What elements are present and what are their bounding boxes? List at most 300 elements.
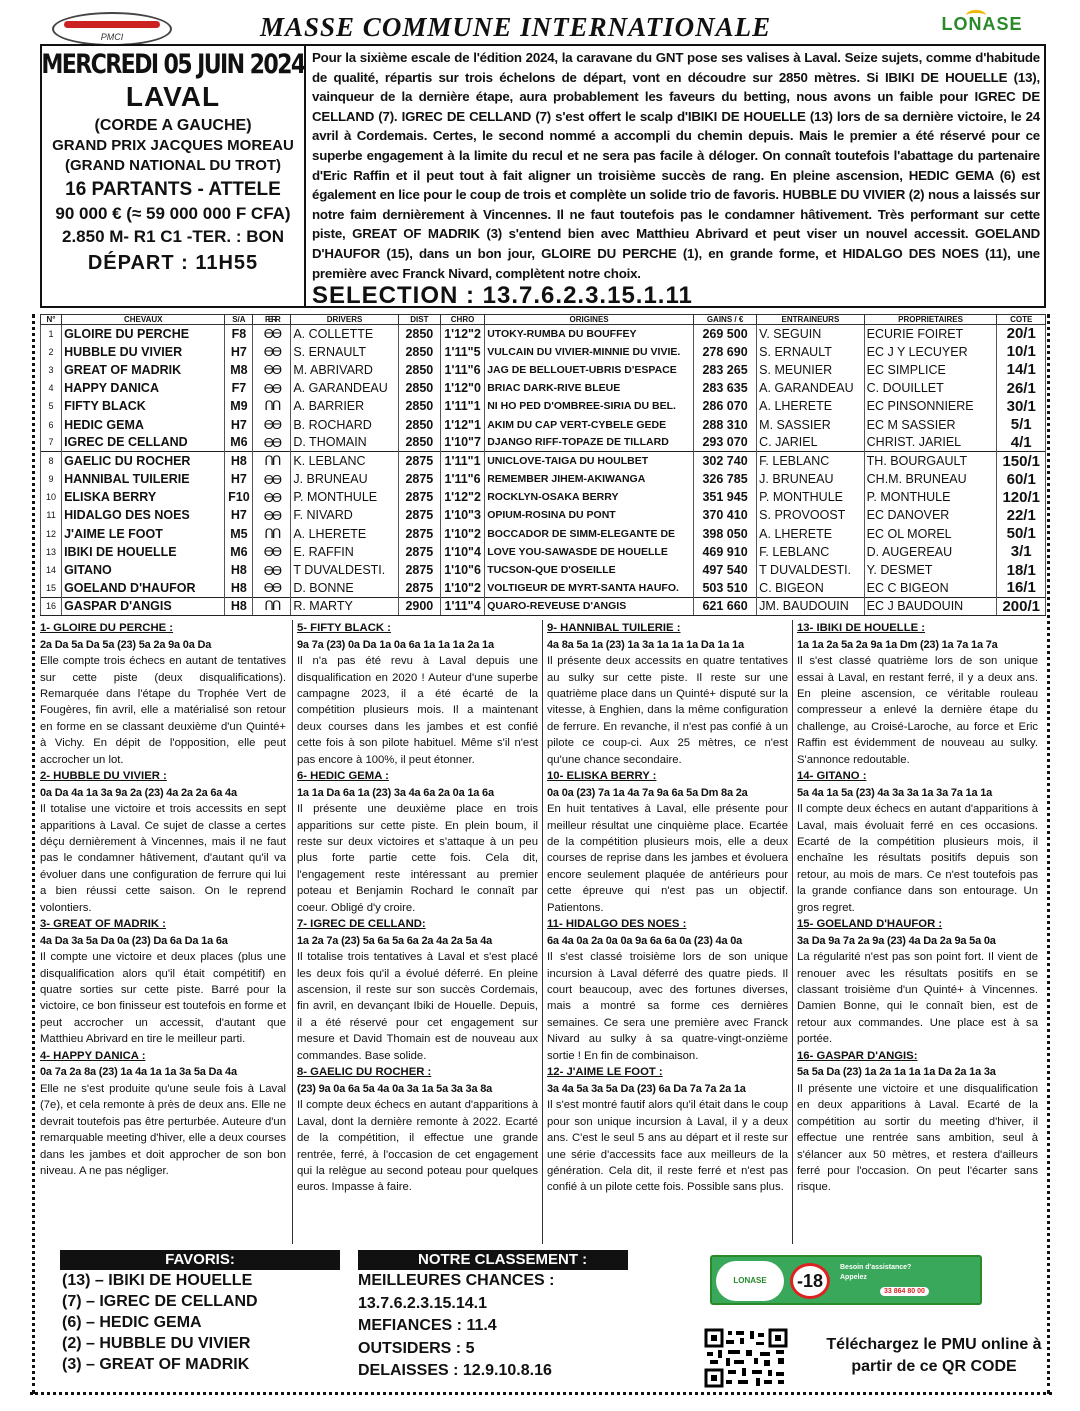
col-header: ENTRAINEURS xyxy=(757,315,864,325)
trainer: C. BIGEON xyxy=(757,579,864,597)
horse-comment-title: 2- HUBBLE DU VIVIER : xyxy=(40,770,167,783)
chrono: 1'12"0 xyxy=(440,379,484,397)
horse-name: FIFTY BLACK xyxy=(62,397,225,415)
origins: BOCCADOR DE SIMM-ELEGANTE DE xyxy=(485,525,694,543)
page-title: MASSE COMMUNE INTERNATIONALE xyxy=(260,12,772,42)
origins: REMEMBER JIHEM-AKIWANGA xyxy=(485,470,694,488)
owner: ECURIE FOIRET xyxy=(864,325,997,343)
driver: E. RAFFIN xyxy=(291,543,398,561)
horse-comment-text: Elle compte trois échecs en autant de tentatives sur cette piste (deux disqualifications). Remarquée dans l'étape du Trophée Vert de Fougères, fin avril, elle a matérialisé son retour en forme en se classant deuxième d'un Quinté+ à Vichy. En dépit de l'opposition, elle peut accrocher un lot. xyxy=(40,655,286,766)
responsible-gaming-banner xyxy=(710,1255,982,1305)
horse-comment-title: 14- GITANO : xyxy=(797,770,867,783)
favori-item: (3) – GREAT OF MADRIK xyxy=(62,1356,250,1373)
odds: 18/1 xyxy=(997,561,1046,579)
driver: M. ABRIVARD xyxy=(291,361,398,379)
driver: T DUVALDESTI. xyxy=(291,561,398,579)
odds: 200/1 xyxy=(997,597,1046,615)
ferrure: ƟƟ xyxy=(253,343,291,361)
distance: 2850 xyxy=(398,397,440,415)
distance: 2875 xyxy=(398,525,440,543)
chrono: 1'11"4 xyxy=(440,597,484,615)
horse-performances: (23) 9a 0a 6a 5a 4a 0a 3a 1a 5a 3a 3a 8a xyxy=(297,1082,493,1095)
horse-comment-title: 5- FIFTY BLACK : xyxy=(297,622,391,634)
distance: 2900 xyxy=(398,597,440,615)
table-row xyxy=(41,597,1046,615)
table-row xyxy=(41,525,1046,543)
horse-name: GLOIRE DU PERCHE xyxy=(62,325,225,343)
driver: J. BRUNEAU xyxy=(291,470,398,488)
gains: 278 690 xyxy=(693,343,756,361)
horse-comment-title: 16- GASPAR D'ANGIS: xyxy=(797,1049,918,1062)
owner: P. MONTHULE xyxy=(864,488,997,506)
distance: 2850 xyxy=(398,415,440,433)
table-row xyxy=(41,561,1046,579)
odds: 150/1 xyxy=(997,452,1046,470)
horse-name: ELISKA BERRY xyxy=(62,488,225,506)
gains: 503 510 xyxy=(693,579,756,597)
ferrure: ƟƟ xyxy=(253,434,291,452)
race-depart: DÉPART : 11H55 xyxy=(87,252,259,274)
col-header: N° xyxy=(41,315,62,325)
sex-age: H8 xyxy=(225,597,253,615)
race-distance: 2.850 M- R1 C1 -TER. : BON xyxy=(62,227,284,246)
horse-performances: 2a Da 5a Da 5a (23) 5a 2a 9a 0a Da xyxy=(40,638,212,651)
runner-number: 16 xyxy=(41,597,62,615)
runner-number: 11 xyxy=(41,506,62,524)
sex-age: M6 xyxy=(225,434,253,452)
odds: 26/1 xyxy=(997,379,1046,397)
chrono: 1'11"1 xyxy=(440,397,484,415)
trainer: S. MEUNIER xyxy=(757,361,864,379)
gains: 398 050 xyxy=(693,525,756,543)
col-header: FERR xyxy=(253,315,291,325)
favoris-title: FAVORIS: xyxy=(60,1250,340,1270)
origins: DJANGO RIFF-TOPAZE DE TILLARD xyxy=(485,434,694,452)
col-header: DRIVERS xyxy=(291,315,398,325)
gains: 621 660 xyxy=(693,597,756,615)
distance: 2875 xyxy=(398,543,440,561)
horse-comment-title: 4- HAPPY DANICA : xyxy=(40,1049,146,1062)
horse-comment-text: Il présente deux accessits en quatre tentatives au sulky sur cette piste. Il reste sur une quatrième place dans un Quinté+ disputé sur la vitesse, à Enghien, dans la même configuration de ferrure. En revanche, il n'est pas confié à un pilote ce coup-ci. Aux 25 mètres, ce n'est qu'une chance secondaire. xyxy=(547,655,788,766)
odds: 120/1 xyxy=(997,488,1046,506)
owner: EC J BAUDOUIN xyxy=(864,597,997,615)
runners-table xyxy=(40,314,1046,616)
distance: 2875 xyxy=(398,506,440,524)
gains: 283 265 xyxy=(693,361,756,379)
horse-comments xyxy=(40,620,1046,1244)
horse-performances: 3a 4a 5a 3a 5a Da (23) 6a Da 7a 7a 2a 1a xyxy=(547,1082,746,1095)
origins: BRIAC DARK-RIVE BLEUE xyxy=(485,379,694,397)
ferrure: ƟƟ xyxy=(253,470,291,488)
intro-box xyxy=(40,44,1046,308)
odds: 50/1 xyxy=(997,525,1046,543)
horse-comment-title: 1- GLOIRE DU PERCHE : xyxy=(40,622,174,634)
distance: 2850 xyxy=(398,325,440,343)
odds: 14/1 xyxy=(997,361,1046,379)
gains: 326 785 xyxy=(693,470,756,488)
odds: 60/1 xyxy=(997,470,1046,488)
horse-name: GASPAR D'ANGIS xyxy=(62,597,225,615)
horse-comment-text: La régularité n'est pas son point fort. Il vient de renouer avec les résultats positifs en se classant troisième d'un Quinté+ à Vincennes. Damien Bonne, qui le connaît bien, est de retour aux commandes. Une place est à sa portée. xyxy=(797,951,1038,1046)
trainer: J. BRUNEAU xyxy=(757,470,864,488)
sex-age: H7 xyxy=(225,343,253,361)
chrono: 1'12"2 xyxy=(440,325,484,343)
chrono: 1'10"4 xyxy=(440,543,484,561)
ferrure: ƟƟ xyxy=(253,361,291,379)
runner-number: 10 xyxy=(41,488,62,506)
horse-performances: 1a 1a 2a 5a 2a 9a 1a Dm (23) 1a 7a 1a 7a xyxy=(797,638,998,651)
lonase-logo xyxy=(922,8,1042,46)
race-date: MERCREDI 05 JUIN 2024 xyxy=(41,49,305,80)
sex-age: H7 xyxy=(225,470,253,488)
distance: 2850 xyxy=(398,343,440,361)
header xyxy=(30,8,1052,44)
origins: JAG DE BELLOUET-UBRIS D'ESPACE xyxy=(485,361,694,379)
comments-column-1 xyxy=(40,620,286,1244)
horse-name: GREAT OF MADRIK xyxy=(62,361,225,379)
distance: 2850 xyxy=(398,379,440,397)
trainer: S. ERNAULT xyxy=(757,343,864,361)
qr-download-text: Téléchargez le PMU online à partir de ce QR CODE xyxy=(826,1336,1042,1375)
horse-comment-title: 9- HANNIBAL TUILERIE : xyxy=(547,622,681,634)
owner: EC DANOVER xyxy=(864,506,997,524)
owner: C. DOUILLET xyxy=(864,379,997,397)
table-row xyxy=(41,325,1046,343)
sex-age: H7 xyxy=(225,415,253,433)
runner-number: 13 xyxy=(41,543,62,561)
origins: QUARO-REVEUSE D'ANGIS xyxy=(485,597,694,615)
horse-name: IBIKI DE HOUELLE xyxy=(62,543,225,561)
horse-comment-text: Il compte deux échecs en autant d'apparitions à Laval, mais évoluait ferré en ces occasions. Ecarté de la compétition plusieurs mois, il enchaîne les résultats positifs depuis son retour, au mois de mars. Ce n'est toutefois pas la grande confiance dans son entourage. Un gros regret. xyxy=(797,803,1038,914)
table-row xyxy=(41,415,1046,433)
table-row xyxy=(41,343,1046,361)
runner-number: 4 xyxy=(41,379,62,397)
table-row xyxy=(41,379,1046,397)
race-name: GRAND PRIX JACQUES MOREAU (GRAND NATIONAL DU TROT) xyxy=(52,137,294,174)
table-header-row xyxy=(41,315,1046,325)
horse-name: IGREC DE CELLAND xyxy=(62,434,225,452)
help-text: Besoin d'assistance? Appelez xyxy=(840,1264,912,1281)
owner: Y. DESMET xyxy=(864,561,997,579)
sex-age: M9 xyxy=(225,397,253,415)
banner-logo: LONASE xyxy=(716,1261,784,1301)
col-header: DIST xyxy=(398,315,440,325)
horse-name: HUBBLE DU VIVIER xyxy=(62,343,225,361)
horse-comment-text: Il présente une deuxième place en trois apparitions sur cette piste. En plein boum, il reste sur deux victoires et s'attaque à un peu plus forte partie cette fois. Cela dit, l'engagement reste intéressant au premier poteau et Benjamin Rochard le connaît par coeur. Obligé d'y croire. xyxy=(297,803,538,914)
table-row xyxy=(41,579,1046,597)
owner: EC C BIGEON xyxy=(864,579,997,597)
driver: D. THOMAIN xyxy=(291,434,398,452)
origins: OPIUM-ROSINA DU PONT xyxy=(485,506,694,524)
classement-title: NOTRE CLASSEMENT : xyxy=(358,1250,628,1270)
race-partants: 16 PARTANTS - ATTELE xyxy=(65,179,281,200)
horse-performances: 5a 4a 1a 5a (23) 4a 3a 3a 1a 3a 7a 1a 1a xyxy=(797,786,993,799)
gains: 469 910 xyxy=(693,543,756,561)
horse-comment-text: Il n'a pas été revu à Laval depuis une disqualification en 2020 ! Auteur d'une superbe campagne 2023, il a été écarté de la compétition plusieurs mois. Il a maintenant deux courses dans les jambes et est confié cette fois à son pilote habituel. Même s'il n'est pas encore à 100%, il peut étonner. xyxy=(297,655,538,766)
trainer: F. LEBLANC xyxy=(757,452,864,470)
table-row xyxy=(41,488,1046,506)
sex-age: F10 xyxy=(225,488,253,506)
comments-column-3 xyxy=(542,620,788,1244)
odds: 3/1 xyxy=(997,543,1046,561)
odds: 20/1 xyxy=(997,325,1046,343)
odds: 10/1 xyxy=(997,343,1046,361)
ferrure: ƟƟ xyxy=(253,506,291,524)
odds: 30/1 xyxy=(997,397,1046,415)
horse-performances: 9a 7a (23) 0a Da 1a 0a 6a 1a 1a 1a 2a 1a xyxy=(297,638,494,651)
sex-age: H7 xyxy=(225,506,253,524)
horse-performances: 0a 0a (23) 7a 1a 4a 7a 9a 6a 5a Dm 8a 2a xyxy=(547,786,748,799)
origins: LOVE YOU-SAWASDE DE HOUELLE xyxy=(485,543,694,561)
table-row xyxy=(41,506,1046,524)
origins: NI HO PED D'OMBREE-SIRIA DU BEL. xyxy=(485,397,694,415)
age-restriction-icon: -18 xyxy=(790,1263,830,1299)
runner-number: 5 xyxy=(41,397,62,415)
runner-number: 9 xyxy=(41,470,62,488)
driver: K. LEBLANC xyxy=(291,452,398,470)
horse-comment-text: Il présente une victoire et une disqualification en deux apparitions à Laval. Ecarté de la compétition au sortir du meeting d'hiver, il effectue une rentrée sans ambition, seul à s'élancer aux 50 mètres, et restera d'ailleurs ferré pour l'occasion. On peut l'écarter sans risque. xyxy=(797,1082,1038,1194)
gains: 269 500 xyxy=(693,325,756,343)
horse-comment-title: 7- IGREC DE CELLAND: xyxy=(297,918,426,931)
sex-age: M6 xyxy=(225,543,253,561)
runner-number: 2 xyxy=(41,343,62,361)
origins: AKIM DU CAP VERT-CYBELE GEDE xyxy=(485,415,694,433)
gains: 286 070 xyxy=(693,397,756,415)
trainer: A. LHERETE xyxy=(757,525,864,543)
ferrure: ƟƟ xyxy=(253,579,291,597)
ferrure: ƟƟ xyxy=(253,325,291,343)
owner: EC M SASSIER xyxy=(864,415,997,433)
race-preview xyxy=(312,48,1040,310)
runner-number: 14 xyxy=(41,561,62,579)
horse-comment-text: En huit tentatives à Laval, elle présente pour meilleur résultat une cinquième place. Ecartée de la compétition plusieurs mois, elle a deux courses de reprise dans les jambes et évoluera encore seulement plaquée de antérieurs pour cette épreuve qui n'est pas un objectif. Patientons. xyxy=(547,803,788,914)
horse-performances: 3a Da 9a 7a 2a 9a (23) 4a Da 2a 9a 5a 0a xyxy=(797,934,996,947)
horse-name: HANNIBAL TUILERIE xyxy=(62,470,225,488)
horse-comment-title: 13- IBIKI DE HOUELLE : xyxy=(797,622,926,634)
ferrure: ƟƟ xyxy=(253,415,291,433)
distance: 2875 xyxy=(398,579,440,597)
distance: 2850 xyxy=(398,434,440,452)
horse-comment-text: Il s'est classé quatrième lors de son unique essai à Laval, en restant ferré, il y a deux ans. En pleine ascension, ce véritable rouleau compresseur a enlevé la dernière étape du challenge, au Croisé-Laroche, au force et Eric Raffin est évidemment de nouveau au sulky. S'annonce redoutable. xyxy=(797,655,1038,766)
race-info xyxy=(42,46,306,306)
col-header: COTE xyxy=(997,315,1046,325)
table-row xyxy=(41,543,1046,561)
runner-number: 7 xyxy=(41,434,62,452)
outsiders: OUTSIDERS : 5 xyxy=(358,1339,475,1357)
odds: 16/1 xyxy=(997,579,1046,597)
chrono: 1'10"6 xyxy=(440,561,484,579)
trainer: M. SASSIER xyxy=(757,415,864,433)
sex-age: F8 xyxy=(225,325,253,343)
sex-age: M5 xyxy=(225,525,253,543)
ferrure: ՈՈ xyxy=(253,397,291,415)
distance: 2850 xyxy=(398,361,440,379)
trainer: P. MONTHULE xyxy=(757,488,864,506)
chrono: 1'11"1 xyxy=(440,452,484,470)
horse-comment-title: 3- GREAT OF MADRIK : xyxy=(40,918,166,931)
favori-item: (13) – IBIKI DE HOUELLE xyxy=(62,1272,253,1289)
race-corde: (CORDE A GAUCHE) xyxy=(94,117,252,134)
horse-name: HAPPY DANICA xyxy=(62,379,225,397)
table-row xyxy=(41,470,1046,488)
driver: A. GARANDEAU xyxy=(291,379,398,397)
ferrure: ՈՈ xyxy=(253,525,291,543)
horse-performances: 0a Da 4a 1a 3a 9a 2a (23) 4a 2a 2a 6a 4a xyxy=(40,786,237,799)
trainer: S. PROVOOST xyxy=(757,506,864,524)
horse-name: GITANO xyxy=(62,561,225,579)
origins: UNICLOVE-TAIGA DU HOULBET xyxy=(485,452,694,470)
help-phone: 33 864 80 00 xyxy=(880,1287,929,1296)
horse-name: GAELIC DU ROCHER xyxy=(62,452,225,470)
horse-comment-text: Il totalise une victoire et trois accessits en sept apparitions à Laval. Ce sujet de classe a certes déçu dernièrement à Vincennes, mais il ne faut pas le condamner hâtivement, d'autant qu'il va évoluer dans une configuration de ferrure qui lui a bien réussi cette saison. On le reprend volontiers. xyxy=(40,803,286,914)
sex-age: M8 xyxy=(225,361,253,379)
horse-comment-text: Il compte deux échecs en autant d'apparitions à Laval, dont la dernière remonte à 2022. Ecarté de la compétition, il effectue une grande rentrée, ferré, à l'occasion de cet engagement qui la relègue au second poteau pour quelques euros. Impasse à faire. xyxy=(297,1099,538,1194)
origins: VULCAIN DU VIVIER-MINNIE DU VIVIE. xyxy=(485,343,694,361)
distance: 2875 xyxy=(398,470,440,488)
runner-number: 1 xyxy=(41,325,62,343)
runner-number: 8 xyxy=(41,452,62,470)
dotted-border-bottom xyxy=(30,1392,1052,1395)
owner: EC PINSONNIERE xyxy=(864,397,997,415)
driver: P. MONTHULE xyxy=(291,488,398,506)
mefiances: MEFIANCES : 11.4 xyxy=(358,1317,497,1334)
origins: UTOKY-RUMBA DU BOUFFEY xyxy=(485,325,694,343)
odds: 4/1 xyxy=(997,434,1046,452)
chrono: 1'11"6 xyxy=(440,361,484,379)
horse-performances: 5a 5a Da (23) 1a 2a 1a 1a 1a Da 2a 1a 3a xyxy=(797,1066,996,1079)
driver: F. NIVARD xyxy=(291,506,398,524)
comments-column-2 xyxy=(292,620,538,1244)
sex-age: H8 xyxy=(225,561,253,579)
chrono: 1'11"5 xyxy=(440,343,484,361)
ferrure: ՈՈ xyxy=(253,597,291,615)
col-header: S/A xyxy=(225,315,253,325)
ferrure: ƟƟ xyxy=(253,379,291,397)
horse-performances: 6a 4a 0a 2a 0a 0a 9a 6a 6a 0a (23) 4a 0a xyxy=(547,934,743,947)
owner: TH. BOURGAULT xyxy=(864,452,997,470)
horse-comment-title: 6- HEDIC GEMA : xyxy=(297,770,389,783)
origins: TUCSON-QUE D'OSEILLE xyxy=(485,561,694,579)
gains: 288 310 xyxy=(693,415,756,433)
horse-performances: 1a 2a 7a (23) 5a 6a 5a 6a 2a 4a 2a 5a 4a xyxy=(297,934,493,947)
chrono: 1'10"2 xyxy=(440,579,484,597)
driver: R. MARTY xyxy=(291,597,398,615)
horse-performances: 4a Da 3a 5a Da 0a (23) Da 6a Da 1a 6a xyxy=(40,934,228,947)
distance: 2875 xyxy=(398,488,440,506)
driver: B. ROCHARD xyxy=(291,415,398,433)
horse-comment-text: Il totalise trois tentatives à Laval et s'est placé les deux fois qu'il a évolué déferré. En pleine ascension, il reste sur son succès Cordemais, fin avril, en devançant Ibiki de Houelle. Depuis, il a été réservé pour cet engagement sur mesure et David Thomain est de nouveau aux commandes. Base solide. xyxy=(297,951,538,1062)
dotted-border-left xyxy=(32,314,35,1394)
dotted-border-right xyxy=(1047,314,1050,1394)
gains: 302 740 xyxy=(693,452,756,470)
chrono: 1'12"1 xyxy=(440,415,484,433)
pmci-logo: PMCI xyxy=(52,12,172,46)
horse-comment-title: 12- J'AIME LE FOOT : xyxy=(547,1066,663,1079)
runner-number: 6 xyxy=(41,415,62,433)
comments-column-4 xyxy=(792,620,1038,1244)
origins: ROCKLYN-OSAKA BERRY xyxy=(485,488,694,506)
gains: 283 635 xyxy=(693,379,756,397)
runner-number: 12 xyxy=(41,525,62,543)
classement-box xyxy=(358,1250,628,1383)
ferrure: ƟƟ xyxy=(253,488,291,506)
favoris-box xyxy=(60,1250,340,1375)
chrono: 1'10"3 xyxy=(440,506,484,524)
gains: 293 070 xyxy=(693,434,756,452)
trainer: JM. BAUDOUIN xyxy=(757,597,864,615)
driver: A. COLLETTE xyxy=(291,325,398,343)
intro-text: Pour la sixième escale de l'édition 2024, la caravane du GNT pose ses valises à Laval. Seize sujets, comme d'habitude de qualité, répartis sur trois échelons de départ, vont en découdre sur 2850 mètres. Si IBIKI DE HOUELLE (13), vainqueur de la dernière étape, aura probablement les faveurs du betting, nous avons un faible pour IGREC DE CELLAND (7). IGREC DE CELLAND (7) s'est offert le scalp d'IBIKI DE HOUELLE (13) lors de sa dernière victoire, le 24 avril à Cordemais. Certes, le second nommé a accompli du chemin depuis. Mais le premier a été réservé pour ce superbe engagement à la limite du recul et ne sera pas facile à déloger. On connaît toutefois l'abattage du partenaire d'Eric Raffin et il peut tout à fait aligner un troisième succès de rang. En pleine ascension, HEDIC GEMA (6) est également en lice pour le coup de trois et complète un solide trio de favoris. HUBBLE DU VIVIER (2) nous a laissés sur notre faim dernièrement à Vincennes. Il ne faut toutefois pas le condamner hâtivement. Très performant sur cette piste, GREAT OF MADRIK (3) s'entend bien avec Matthieu Abrivard et peut viser un nouvel accessit. GOELAND D'HAUFOR (15), dans un bon jour, GLOIRE DU PERCHE (1), en grande forme, et HIDALGO DES NOES (11), une première avec Franck Nivard, complètent notre choix. xyxy=(312,50,1040,281)
runner-number: 15 xyxy=(41,579,62,597)
horse-comment-title: 11- HIDALGO DES NOES : xyxy=(547,918,687,931)
horse-comment-text: Elle ne s'est produite qu'une seule fois à Laval (7e), et cela remonte à près de deux ans. Elle ne devrait toutefois pas être perturbée. Auteure d'un remarquable meeting d'hiver, elle a deux courses dans les jambes et doit approcher de son bon niveau. A ne pas négliger. xyxy=(40,1082,286,1177)
chrono: 1'10"2 xyxy=(440,525,484,543)
race-allocation: 90 000 € (≈ 59 000 000 F CFA) xyxy=(55,204,291,223)
selection: SELECTION : 13.7.6.2.3.15.1.11 xyxy=(312,282,693,310)
origins: VOLTIGEUR DE MYRT-SANTA HAUFO. xyxy=(485,579,694,597)
gains: 370 410 xyxy=(693,506,756,524)
chrono: 1'11"6 xyxy=(440,470,484,488)
horse-comment-text: Il s'est classé troisième lors de son unique incursion à Laval déferré des quatre pieds. Il court beaucoup, avec des fortunes diverses, mais a montré sa forme ces dernières semaines. Ce sera une première avec Franck Nivard au sulky à sa quatre-vingt-onzième sortie ! En fin de combinaison. xyxy=(547,951,788,1062)
col-header: CHEVAUX xyxy=(62,315,225,325)
owner: EC J Y LECUYER xyxy=(864,343,997,361)
gains: 351 945 xyxy=(693,488,756,506)
horse-comment-text: Il compte une victoire et deux places (plus une disqualification alors qu'il était compétitif) en quatre sorties sur cette piste. Barré pour la victoire, ce bon finisseur est toutefois en forme et peut accrocher un accessit, d'autant que Matthieu Abrivard en tire le meilleur parti. xyxy=(40,951,286,1046)
col-header: CHRO xyxy=(440,315,484,325)
distance: 2875 xyxy=(398,561,440,579)
owner: CH.M. BRUNEAU xyxy=(864,470,997,488)
odds: 5/1 xyxy=(997,415,1046,433)
owner: EC OL MOREL xyxy=(864,525,997,543)
distance: 2875 xyxy=(398,452,440,470)
favori-item: (2) – HUBBLE DU VIVIER xyxy=(62,1335,251,1352)
trainer: F. LEBLANC xyxy=(757,543,864,561)
odds: 22/1 xyxy=(997,506,1046,524)
driver: A. LHERETE xyxy=(291,525,398,543)
horse-comment-title: 15- GOELAND D'HAUFOR : xyxy=(797,918,943,931)
horse-name: HIDALGO DES NOES xyxy=(62,506,225,524)
runner-number: 3 xyxy=(41,361,62,379)
delaisses: DELAISSES : 12.9.10.8.16 xyxy=(358,1362,552,1379)
lonase-logo-text: LONASE xyxy=(941,14,1023,34)
horse-name: J'AIME LE FOOT xyxy=(62,525,225,543)
ferrure: ՈՈ xyxy=(253,452,291,470)
driver: D. BONNE xyxy=(291,579,398,597)
table-row xyxy=(41,452,1046,470)
ferrure: ƟƟ xyxy=(253,543,291,561)
owner: EC SIMPLICE xyxy=(864,361,997,379)
race-program-page xyxy=(30,8,1052,1403)
driver: S. ERNAULT xyxy=(291,343,398,361)
trainer: V. SEGUIN xyxy=(757,325,864,343)
bottom-section xyxy=(40,1250,1046,1386)
favori-item: (7) – IGREC DE CELLAND xyxy=(62,1293,258,1310)
driver: A. BARRIER xyxy=(291,397,398,415)
horse-comment-title: 10- ELISKA BERRY : xyxy=(547,770,657,783)
gains: 497 540 xyxy=(693,561,756,579)
horse-comment-title: 8- GAELIC DU ROCHER : xyxy=(297,1066,432,1079)
qr-code-icon[interactable] xyxy=(704,1328,788,1388)
ferrure: ƟƟ xyxy=(253,561,291,579)
col-header: GAINS / € xyxy=(693,315,756,325)
chrono: 1'10"7 xyxy=(440,434,484,452)
trainer: C. JARIEL xyxy=(757,434,864,452)
sex-age: H8 xyxy=(225,579,253,597)
trainer: T DUVALDESTI. xyxy=(757,561,864,579)
col-header: ORIGINES xyxy=(485,315,694,325)
horse-performances: 1a 1a Da 6a 1a (23) 3a 4a 6a 2a 0a 1a 6a xyxy=(297,786,494,799)
favoris-list xyxy=(60,1270,340,1375)
